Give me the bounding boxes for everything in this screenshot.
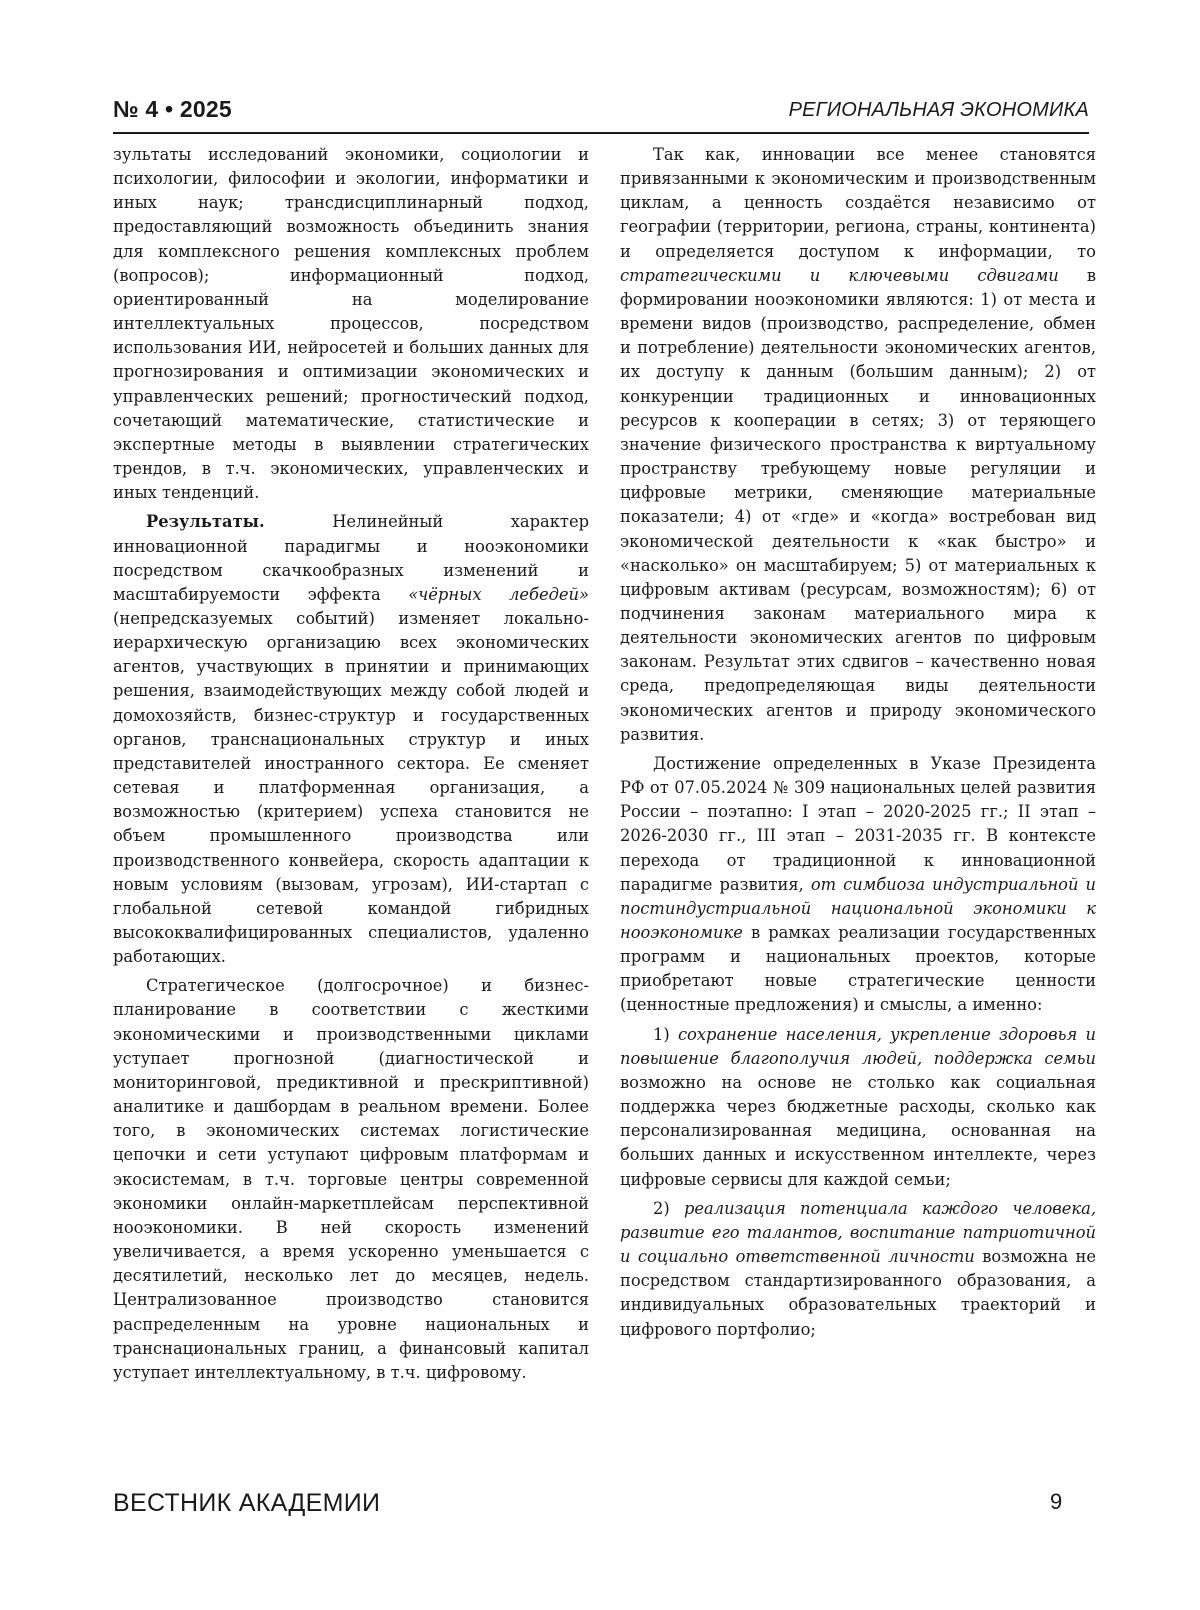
results-heading: Результаты. [146,512,265,532]
page-header [113,94,1089,134]
journal-title: ВЕСТНИК АКАДЕМИИ [113,1489,381,1517]
paragraph: Достижение определенных в Указе Президента РФ от 07.05.2024 № 309 национальных целей развития России – поэтапно: I этап – 2020-2025 гг.; II этап – 2026-2030 гг., III этап – 2031-2035 гг. В контексте перехода от традиционной к инновационной парадигме развития, от симбиоза индустриальной и постиндустриальной национальной экономики к нооэкономике в рамках реализации государственных программ и национальных проектов, которые приобретают новые стратегические ценности (ценностные предложения) и смыслы, а именно: [620,753,1096,1015]
section-title: РЕГИОНАЛЬНАЯ ЭКОНОМИКА [788,99,1089,121]
results-paragraph: Результаты. Нелинейный характер инновационной парадигмы и нооэкономики посредством скачкообразных изменений и масштабируемости эффекта «чёрных лебедей» (непредсказуемых событий) изменяет локально-иерархическую организацию всех экономических агентов, участвующих в принятии и принимающих решения, взаимодействующих между собой людей и домохозяйств, бизнес-структур и государственных органов, транснациональных структур и иных представителей иностранного сектора. Ее сменяет сетевая и платформенная организация, а возможностью (критерием) успеха становится не объем промышленного производства или производственного конвейера, скорость адаптации к новым условиям (вызовам, угрозам), ИИ-стартап с глобальной сетевой командой гибридных высококвалифицированных специалистов, удаленно работающих. [113,512,589,967]
right-column [620,143,1096,1473]
page-number: 9 [1050,1489,1063,1514]
issue-number: № 4 • 2025 [113,96,232,122]
paragraph: зультаты исследований экономики, социологии и психологии, философии и экологии, информатики и иных наук; трансдисциплинарный подход, предоставляющий возможность объединить знания для комплексного решения комплексных проблем (вопросов); информационный подход, ориентированный на моделирование интеллектуальных процессов, посредством использования ИИ, нейросетей и больших данных для прогнозирования и оптимизации экономических и управленческих решений; прогностический подход, сочетающий математические, статистические и экспертные методы в выявлении стратегических трендов, в т.ч. экономических, управленческих и иных тенденций. [113,145,589,503]
list-item: 2) реализация потенциала каждого человека, развитие его талантов, воспитание патриотичной и социально ответственной личности возможна не посредством стандартизированного образования, а индивидуальных образовательных траекторий и цифрового портфолио; [620,1198,1096,1339]
paragraph: Стратегическое (долгосрочное) и бизнес-планирование в соответствии с жесткими экономическими и производственными циклами уступает прогнозной (диагностической и мониторинговой, предиктивной и прескриптивной) аналитике и дашбордам в реальном времени. Более того, в экономических системах логистические цепочки и сети уступают цифровым платформам и экосистемам, в т.ч. торговые центры современной экономики онлайн-маркетплейсам перспективной нооэкономики. В ней скорость изменений увеличивается, а время ускоренно уменьшается с десятилетий, несколько лет до месяцев, недель. Централизованное производство становится распределенным на уровне национальных и транснациональных границ, а финансовый капитал уступает интеллектуальному, в т.ч. цифровому. [113,976,589,1382]
list-item: 1) сохранение населения, укрепление здоровья и повышение благополучия людей, поддержка семьи возможно на основе не столько как социальная поддержка через бюджетные расходы, сколько как персонализированная медицина, основанная на больших данных и искусственном интеллекте, через цифровые сервисы для каждой семьи; [620,1024,1096,1189]
left-column [113,143,589,1473]
paragraph: Так как, инновации все менее становятся привязанными к экономическим и производственным циклам, а ценность создаётся независимо от географии (территории, региона, страны, континента) и определяется доступом к информации, то стратегическими и ключевыми сдвигами в формировании нооэкономики являются: 1) от места и времени видов (производство, распределение, обмен и потребление) деятельности экономических агентов, их доступу к данным (большим данным); 2) от конкуренции традиционных и инновационных ресурсов к кооперации в сетях; 3) от теряющего значение физического пространства к виртуальному пространству требующему новые регуляции и цифровые метрики, сменяющие материальные показатели; 4) от «где» и «когда» востребован вид экономической деятельности к «как быстро» и «насколько» он масштабируем; 5) от материальных к цифровым активам (ресурсам, возможностям); 6) от подчинения законам материального мира к деятельности экономических агентов по цифровым законам. Результат этих сдвигов – качественно новая среда, предопределяющая виды деятельности экономических агентов и природу экономического развития. [620,145,1096,744]
